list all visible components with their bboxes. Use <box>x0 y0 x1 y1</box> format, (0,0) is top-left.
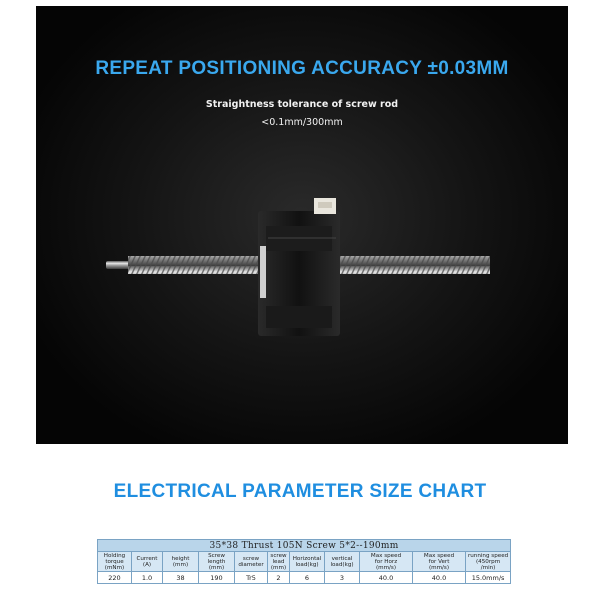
header-line: (mm/s) <box>375 564 397 571</box>
table-header-cell <box>98 552 132 572</box>
table-cell: 3 <box>325 572 360 584</box>
header-line: height <box>171 555 190 562</box>
table-header-cell <box>290 552 325 572</box>
stepper-motor-image <box>36 6 568 444</box>
product-banner <box>36 6 568 444</box>
table-header-cell <box>199 552 235 572</box>
header-line: screw <box>270 552 287 559</box>
table-header-cell <box>360 552 413 572</box>
table-header-cell <box>132 552 163 572</box>
table-caption-row <box>98 540 511 552</box>
table-row <box>98 572 511 584</box>
header-line: load(kg) <box>330 561 354 568</box>
table-header-cell <box>268 552 290 572</box>
table-cell: 1.0 <box>132 572 163 584</box>
table-cell: 190 <box>199 572 235 584</box>
table-cell: 6 <box>290 572 325 584</box>
straightness-value: <0.1mm/300mm <box>261 117 343 128</box>
header-line: torque <box>105 558 124 565</box>
table-header-cell <box>413 552 466 572</box>
header-line: length <box>207 558 226 565</box>
table-cell: 40.0 <box>413 572 466 584</box>
header-line: (mm) <box>270 564 287 571</box>
table-header-row <box>98 552 511 572</box>
header-line: (mm/s) <box>428 564 450 571</box>
header-line: Holding <box>103 552 126 559</box>
table-cell: 38 <box>163 572 199 584</box>
header-line: for Vert <box>428 558 450 565</box>
table-cell: 2 <box>268 572 290 584</box>
accuracy-title: REPEAT POSITIONING ACCURACY ±0.03MM <box>95 58 509 79</box>
header-line: (mm) <box>172 561 189 568</box>
header-line: /min) <box>480 564 496 571</box>
table-header-cell <box>235 552 268 572</box>
straightness-label: Straightness tolerance of screw rod <box>205 99 399 110</box>
header-line: (mNm) <box>104 564 125 571</box>
table-header-cell <box>325 552 360 572</box>
table-caption: 35*38 Thrust 105N Screw 5*2--190mm <box>98 540 511 552</box>
header-line: (A) <box>142 561 152 568</box>
table-cell: 15.0mm/s <box>466 572 511 584</box>
size-chart-heading: ELECTRICAL PARAMETER SIZE CHART <box>113 481 487 502</box>
header-line: Current <box>136 555 158 562</box>
header-line: for Horz <box>374 558 398 565</box>
table-cell: 40.0 <box>360 572 413 584</box>
header-line: Screw <box>208 552 225 559</box>
header-line: load(kg) <box>295 561 319 568</box>
header-line: (mm) <box>208 564 225 571</box>
header-line: screw <box>242 555 260 562</box>
table-cell: Tr5 <box>235 572 268 584</box>
header-line: vertical <box>331 555 353 562</box>
header-line: Horizontal <box>292 555 322 562</box>
table-cell: 220 <box>98 572 132 584</box>
header-line: lead <box>272 558 285 565</box>
table-header-cell <box>163 552 199 572</box>
header-line: (450rpm <box>475 558 501 565</box>
header-line: Max speed <box>423 552 455 559</box>
header-line: diameter <box>238 561 264 568</box>
parameter-table <box>97 539 511 584</box>
header-line: running speed <box>467 552 509 559</box>
table-header-cell <box>466 552 511 572</box>
header-line: Max speed <box>370 552 402 559</box>
